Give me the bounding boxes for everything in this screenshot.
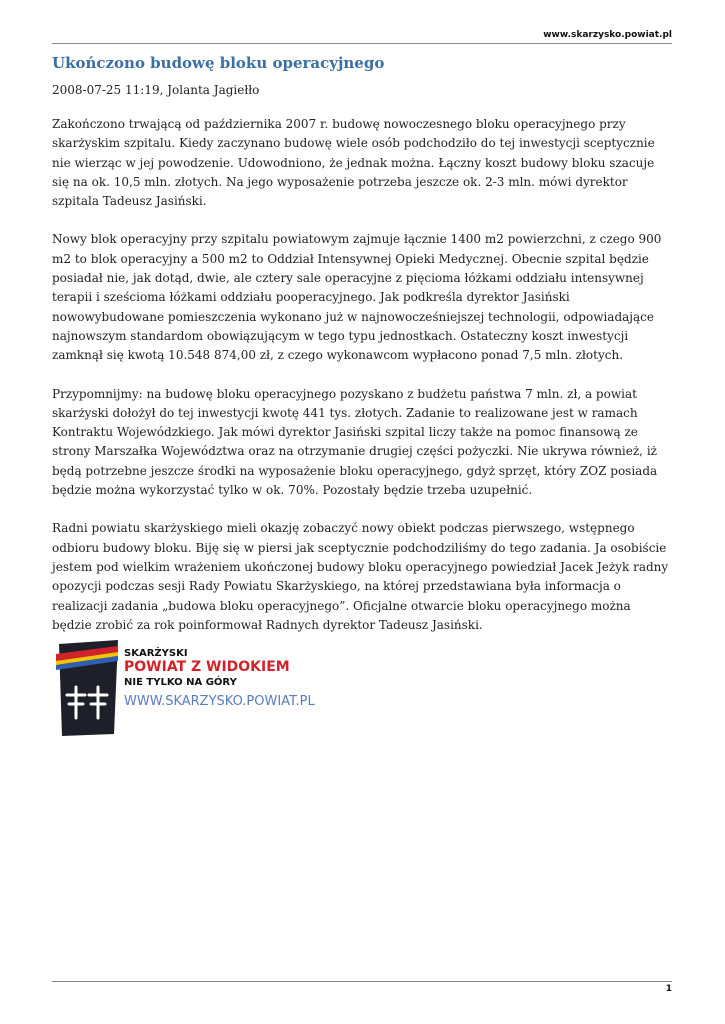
article-paragraph-4: Radni powiatu skarżyskiego mieli okazję zobaczyć nowy obiekt podczas pierwszego, wstępnego odbioru budowy bloku. Biję się w piersi jak sceptycznie podchodziliśmy do tego zadania. Ja osobiście jestem pod wielkim wrażeniem ukończonej budowy bloku operacyjnego powiedział Jacek Jeżyk radny opozycji podczas sesji Rady Powiatu Skarżyskiego, na której przedstawiana była informacja o realizacji zadania „budowa bloku operacyjnego”. Oficjalne otwarcie bloku operacyjnego można będzie zrobić za rok poinformował Radnych dyrektor Tadeusz Jasiński. [52,521,669,632]
site-url: www.skarzysko.powiat.pl [543,30,672,40]
logo-line-url: WWW.SKARZYSKO.POWIAT.PL [124,694,315,709]
article-paragraph-1: Zakończono trwającą od października 2007 r. budowę nowoczesnego bloku operacyjnego przy skarżyskim szpitalu. Kiedy zaczynano budowę wiele osób podchodziło do tej inwestycji sceptycznie nie wierząc w jej powodzenie. Udowodniono, że jednak można. Łączny koszt budowy bloku szacuje się na ok. 10,5 mln. złotych. Na jego wyposażenie potrzeba jeszcze ok. 2-3 mln. mówi dyrektor szpitala Tadeusz Jasiński. [52,117,655,209]
county-logo [54,640,324,736]
article-paragraph-3: Przypomnijmy: na budowę bloku operacyjnego pozyskano z budżetu państwa 7 mln. zł, a powiat skarżyski dołożył do tej inwestycji kwotę 441 tys. złotych. Zadanie to realizowane jest w ramach Kontraktu Wojewódzkiego. Jak mówi dyrektor Jasiński szpital liczy także na pomoc finansową ze strony Marszałka Województwa oraz na otrzymanie drugiej części pożyczki. Nie ukrywa również, iż będą potrzebne jeszcze środki na wyposażenie bloku operacyjnego, gdyż sprzęt, który ZOZ posiada będzie można wykorzystać tylko w ok. 70%. Pozostały będzie trzeba uzupełnić. [52,386,658,498]
article-paragraph-2: Nowy blok operacyjny przy szpitalu powiatowym zajmuje łącznie 1400 m2 powierzchni, z czego 900 m2 to blok operacyjny a 500 m2 to Oddział Intensywnej Opieki Medycznej. Obecnie szpital będzie posiadał nie, jak dotąd, dwie, ale cztery sale operacyjne z pięcioma łóżkami oddziału intensywnej terapii i sześcioma łóżkami oddziału pooperacyjnego. Jak podkreśla dyrektor Jasiński nowowybudowane pomieszczenia wykonano już w najnowocześniejszej technologii, odpowiadające najnowszym standardom obowiązującym w tego typu jednostkach. Ostateczny koszt inwestycji zamknął się kwotą 10.548 874,00 zł, z czego wykonawcom wypłacono ponad 7,5 mln. złotych. [52,232,662,363]
logo-line-county: SKARŻYSKI [124,648,188,659]
county-emblem-icon [54,640,120,736]
header-divider [52,43,672,44]
article-meta: 2008-07-25 11:19, Jolanta Jagiełło [52,83,260,97]
article-title: Ukończono budowę bloku operacyjnego [52,54,385,72]
footer-divider [52,981,672,982]
logo-line-slogan: POWIAT Z WIDOKIEM [124,659,290,675]
page-number: 1 [665,984,672,994]
article [52,53,674,635]
logo-line-subslogan: NIE TYLKO NA GÓRY [124,677,237,688]
